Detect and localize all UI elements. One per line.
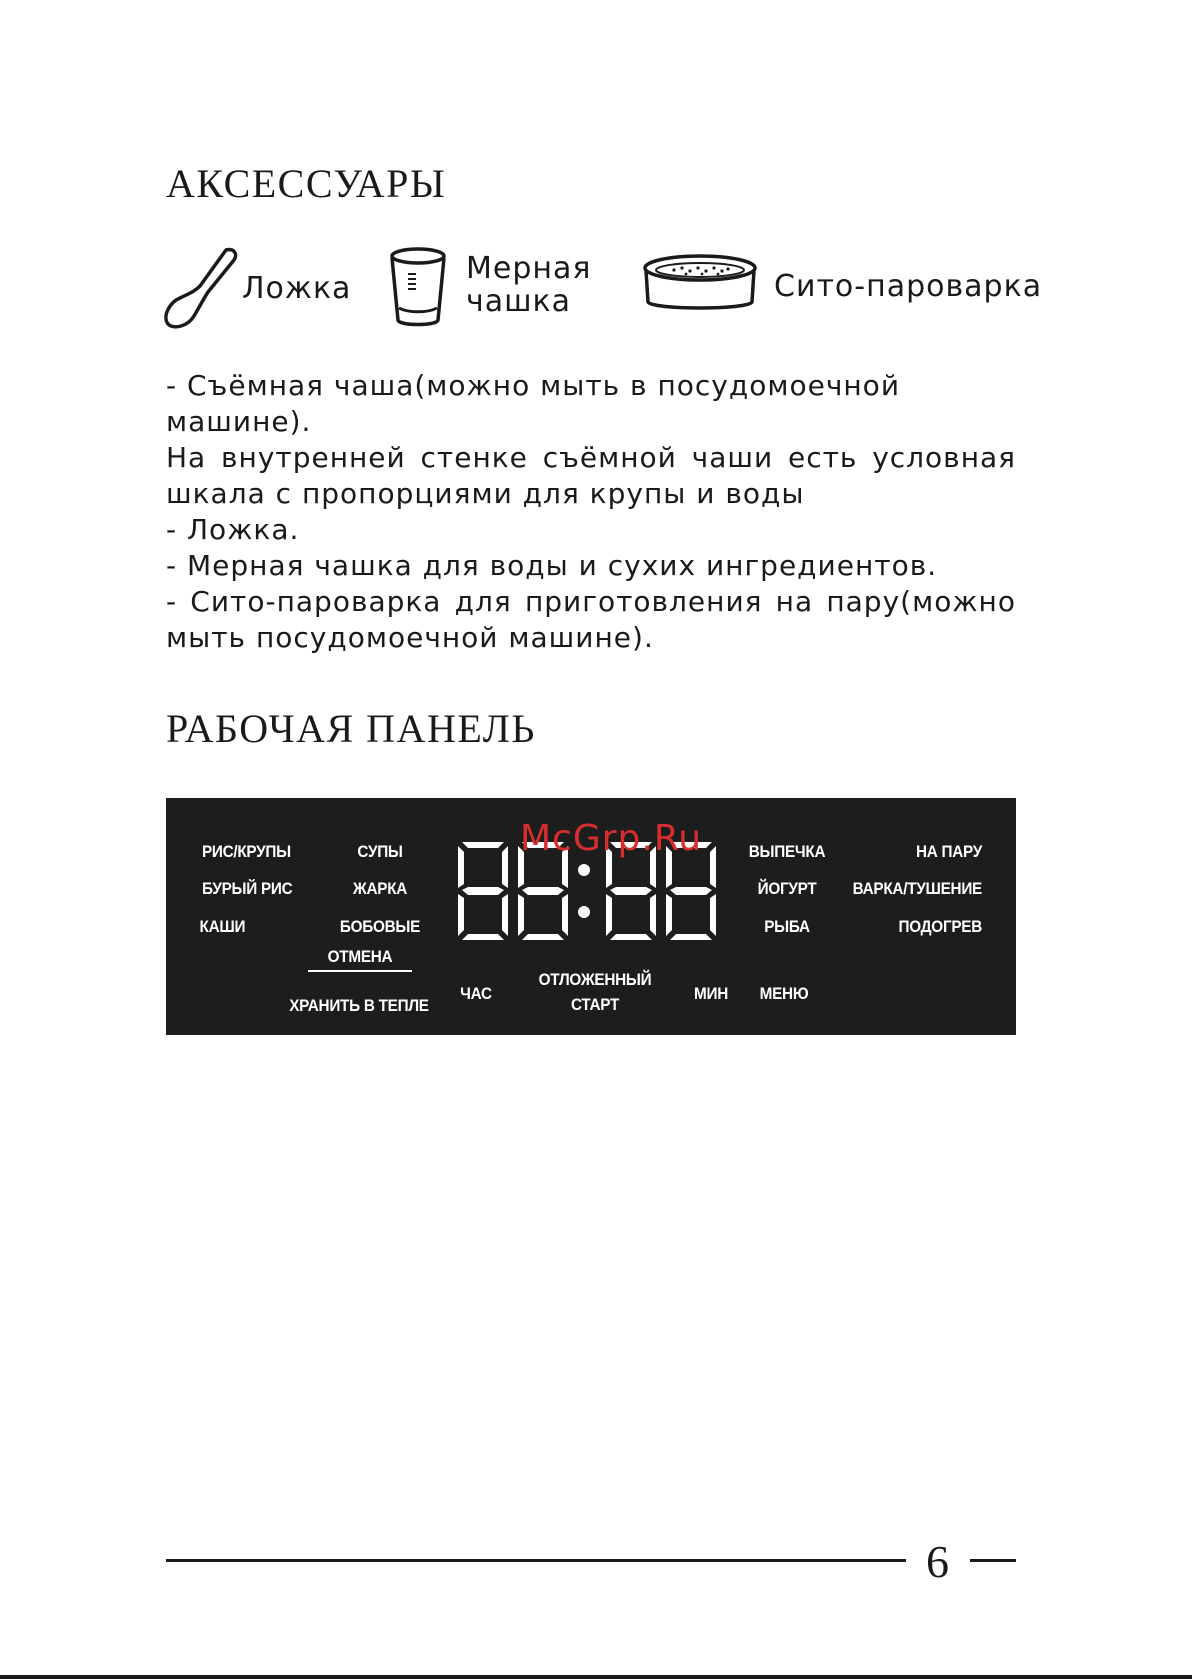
delay-start-line2[interactable]: СТАРТ [570, 995, 620, 1014]
section-title-panel: РАБОЧАЯ ПАНЕЛЬ [166, 706, 536, 751]
menu-button[interactable]: МЕНЮ [759, 984, 809, 1003]
text-line: мыть посудомоечной машине). [166, 621, 654, 654]
section-title-accessories: АКСЕССУАРЫ [166, 161, 447, 206]
watermark: McGrp.Ru [520, 818, 703, 859]
mode-stewing[interactable]: ВАРКА/ТУШЕНИЕ [852, 879, 982, 898]
colon-dot-bottom [578, 906, 590, 918]
mode-fish[interactable]: РЫБА [764, 917, 810, 936]
cup-label-line2: чашка [466, 284, 572, 319]
spoon-icon [164, 246, 240, 330]
footer-rule [166, 1559, 906, 1562]
mode-reheat[interactable]: ПОДОГРЕВ [898, 917, 982, 936]
mode-brown-rice[interactable]: БУРЫЙ РИС [202, 879, 293, 898]
mode-rice[interactable]: РИС/КРУПЫ [201, 842, 291, 861]
mode-soups[interactable]: СУПЫ [357, 842, 403, 861]
text-line: - Сито-пароварка для приготовления на пару(можно [166, 585, 1016, 618]
mode-baking[interactable]: ВЫПЕЧКА [748, 842, 826, 861]
hour-button[interactable]: ЧАС [460, 984, 492, 1003]
page-number: 6 [926, 1536, 949, 1587]
text-line: На внутренней стенке съёмной чаши есть условная [166, 441, 1016, 474]
mode-beans[interactable]: БОБОВЫЕ [339, 917, 421, 936]
cancel-divider [308, 970, 412, 972]
colon-dot-top [578, 864, 590, 876]
keep-warm-button[interactable]: ХРАНИТЬ В ТЕПЛЕ [289, 996, 429, 1015]
cup-label-line1: Мерная [466, 251, 592, 286]
digit-1 [458, 842, 508, 940]
accessory-spoon [164, 246, 364, 330]
bottom-edge [0, 1675, 1192, 1679]
text-line: шкала с пропорциями для крупы и воды [166, 477, 805, 510]
mode-yogurt[interactable]: ЙОГУРТ [757, 879, 817, 898]
text-line: - Ложка. [166, 513, 300, 546]
cancel-button[interactable]: ОТМЕНА [327, 947, 393, 966]
accessories-description [166, 368, 1016, 656]
mode-steam[interactable]: НА ПАРУ [915, 842, 982, 861]
text-line: - Мерная чашка для воды и сухих ингредиентов. [166, 549, 938, 582]
text-line: - Съёмная чаша(можно мыть в посудомоечной машине). [166, 369, 901, 438]
steamer-label: Сито-пароварка [774, 269, 1043, 304]
steamer-basket-icon [640, 246, 760, 330]
accessory-measuring-cup [388, 246, 608, 330]
accessory-steamer [640, 246, 1043, 330]
footer-rule-right [970, 1559, 1016, 1562]
min-button[interactable]: МИН [694, 984, 728, 1003]
delay-start-line1[interactable]: ОТЛОЖЕННЫЙ [538, 970, 652, 989]
measuring-cup-icon [388, 246, 454, 330]
spoon-label: Ложка [242, 271, 352, 306]
mode-frying[interactable]: ЖАРКА [352, 879, 408, 898]
mode-porridge[interactable]: КАШИ [199, 917, 246, 936]
